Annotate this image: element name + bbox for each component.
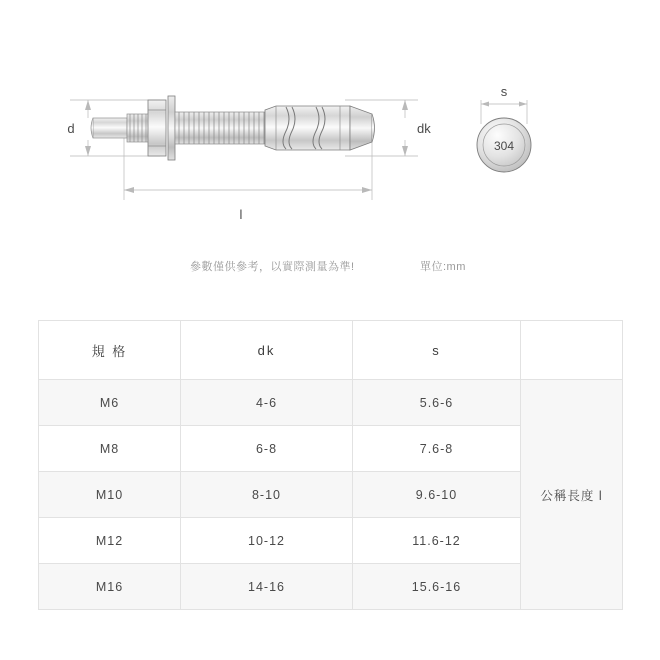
spec-table-wrap — [38, 320, 622, 610]
cell-spec: M6 — [39, 380, 181, 426]
label-d: d — [67, 121, 75, 136]
cell-s: 7.6-8 — [353, 426, 521, 472]
cell-nominal-length: 公稱長度 l — [521, 380, 623, 610]
anchor-bolt-drawing — [0, 0, 660, 300]
cell-spec: M16 — [39, 564, 181, 610]
cell-s: 11.6-12 — [353, 518, 521, 564]
disclaimer-note: 參數僅供參考，以實際測量為準! — [190, 261, 355, 273]
label-dk: dk — [417, 121, 431, 136]
cell-spec: M10 — [39, 472, 181, 518]
cell-dk: 14-16 — [181, 564, 353, 610]
cell-s: 9.6-10 — [353, 472, 521, 518]
cell-dk: 4-6 — [181, 380, 353, 426]
cell-s: 15.6-16 — [353, 564, 521, 610]
header-s: s — [353, 321, 521, 380]
table-header-row — [39, 321, 623, 380]
label-l: l — [239, 207, 243, 222]
table-row — [39, 380, 623, 426]
unit-note: 單位:mm — [420, 261, 466, 273]
drawing-svg — [0, 0, 660, 300]
bolt-assembly — [91, 96, 375, 160]
cell-dk: 6-8 — [181, 426, 353, 472]
cell-s: 5.6-6 — [353, 380, 521, 426]
cell-spec: M12 — [39, 518, 181, 564]
cell-dk: 8-10 — [181, 472, 353, 518]
header-blank — [521, 321, 623, 380]
header-dk: dk — [181, 321, 353, 380]
header-spec: 規 格 — [39, 321, 181, 380]
label-grade-304: 304 — [493, 139, 515, 153]
notes-row — [0, 258, 660, 280]
label-s: s — [500, 84, 508, 99]
cell-spec: M8 — [39, 426, 181, 472]
cell-dk: 10-12 — [181, 518, 353, 564]
spec-table — [38, 320, 623, 610]
